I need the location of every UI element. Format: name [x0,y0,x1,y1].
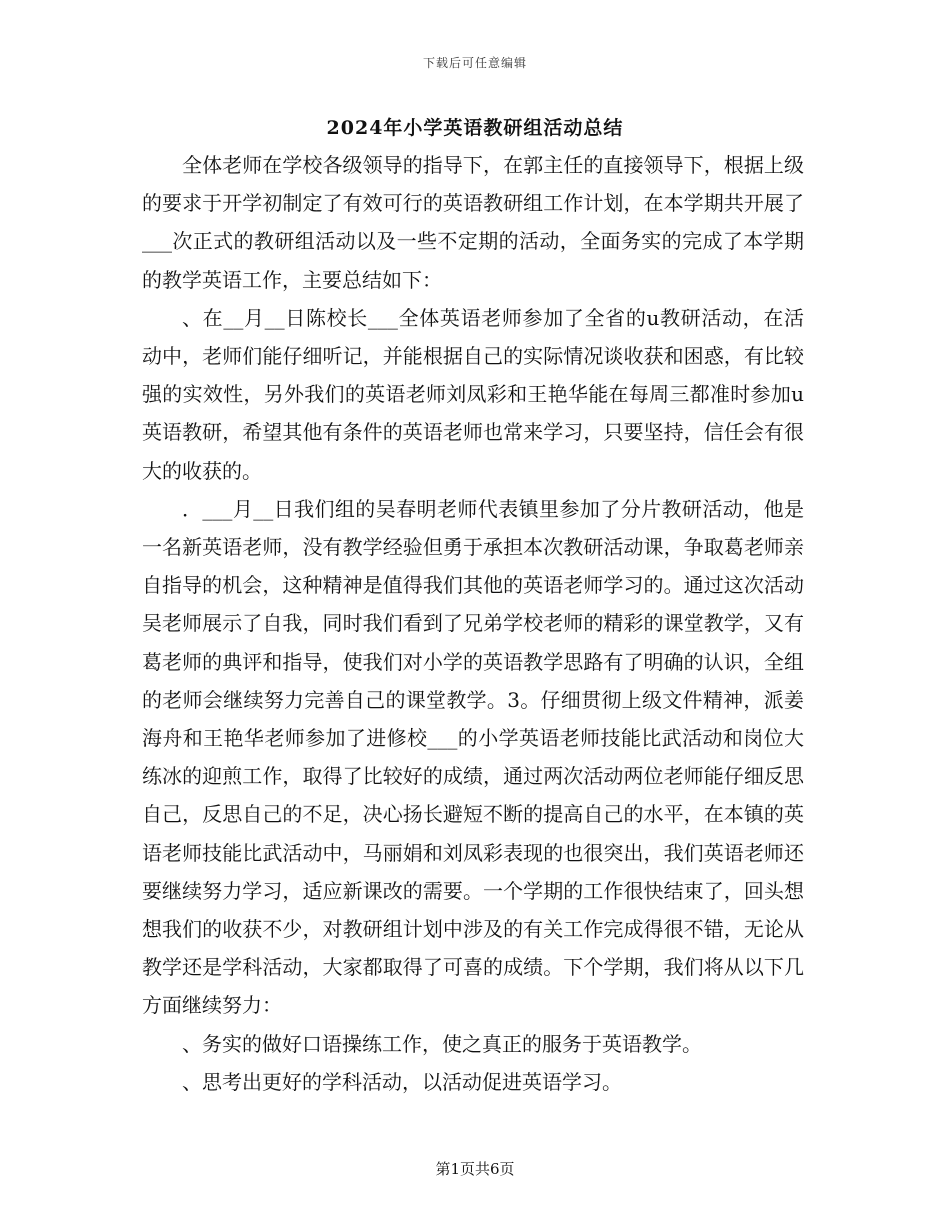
paragraph-plan-2: 、思考出更好的学科活动，以活动促进英语学习。 [182,1069,622,1094]
paragraph-plan-1: 、务实的做好口语操练工作，使之真正的服务于英语教学。 [182,1031,702,1056]
paragraph-item-1: 、在__月__日陈校长___全体英语老师参加了全省的u教研活动，在活动中，老师们能仔细听记，并能根据自己的实际情况谈收获和困惑，有比较强的实效性，另外我们的英语老师刘凤彩和王艳华能在每周三都准时参加u英语教研，希望其他有条件的英语老师也常来学习，只要坚持，信任会有很大的收获的。 [142,305,804,483]
header-note: 下载后可任意编辑 [422,56,527,70]
document-body [142,146,804,1101]
page-number-footer: 第1页共6页 [435,1160,515,1178]
paragraph-intro: 全体老师在学校各级领导的指导下，在郭主任的直接领导下，根据上级的要求于开学初制定了有效可行的英语教研组工作计划，在本学期共开展了___次正式的教研组活动以及一些不定期的活动，全面务实的完成了本学期的教学英语工作，主要总结如下： [142,153,804,292]
document-title: 2024年小学英语教研组活动总结 [326,117,624,139]
paragraph-item-2: ．___月__日我们组的吴春明老师代表镇里参加了分片教研活动，他是一名新英语老师，没有教学经验但勇于承担本次教研活动课，争取葛老师亲自指导的机会，这种精神是值得我们其他的英语老师学习的。通过这次活动吴老师展示了自我，同时我们看到了兄弟学校老师的精彩的课堂教学，又有葛老师的典评和指导，使我们对小学的英语教学思路有了明确的认识，全组的老师会继续努力完善自己的课堂教学。3。仔细贯彻上级文件精神，派姜海舟和王艳华老师参加了进修校___的小学英语老师技能比武活动和岗位大练冰的迎煎工作，取得了比较好的成绩，通过两次活动两位老师能仔细反思自己，反思自己的不足，决心扬长避短不断的提高自己的水平，在本镇的英语老师技能比武活动中，马丽娟和刘凤彩表现的也很突出，我们英语老师还要继续努力学习，适应新课改的需要。一个学期的工作很快结束了，回头想想我们的收获不少，对教研组计划中涉及的有关工作完成得很不错，无论从教学还是学科活动，大家都取得了可喜的成绩。下个学期，我们将从以下几方面继续努力： [142,496,804,1018]
